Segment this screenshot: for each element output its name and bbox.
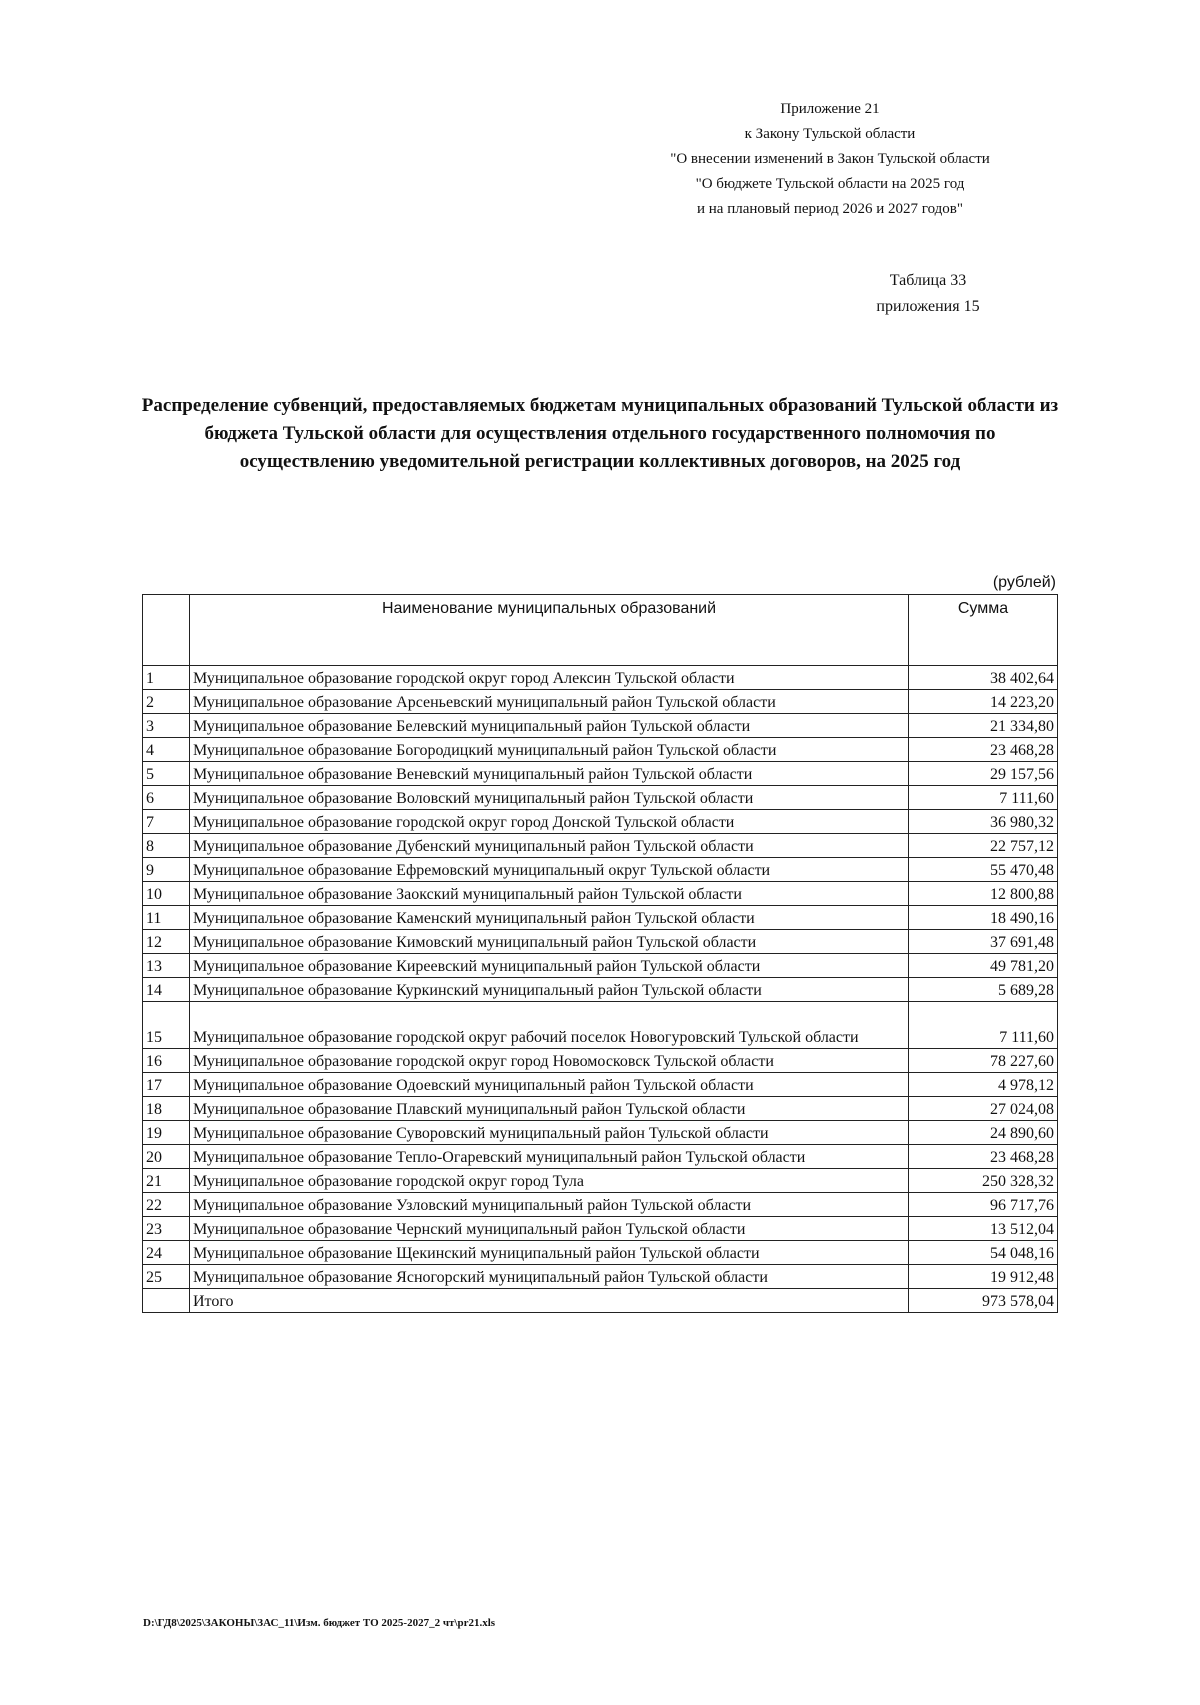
- row-name: Муниципальное образование Кимовский муниципальный район Тульской области: [190, 930, 909, 954]
- table-row: [143, 810, 1058, 834]
- table-row: [143, 858, 1058, 882]
- table-row: [143, 1097, 1058, 1121]
- table-row: [143, 954, 1058, 978]
- row-number: 21: [143, 1169, 190, 1193]
- table-row: [143, 1121, 1058, 1145]
- document-title: Распределение субвенций, предоставляемых бюджетам муниципальных образований Тульской области из бюджета Тульской области для осуществления отдельного государственного полномочия по осуществлению уведомительной регистрации коллективных договоров, на 2025 год: [141, 395, 1059, 472]
- appendix-line: Приложение 21: [780, 101, 880, 117]
- row-name: Муниципальное образование Узловский муниципальный район Тульской области: [190, 1193, 909, 1217]
- row-number: 9: [143, 858, 190, 882]
- row-number: 11: [143, 906, 190, 930]
- total-label: Итого: [190, 1289, 909, 1313]
- row-name: Муниципальное образование Арсеньевский муниципальный район Тульской области: [190, 690, 909, 714]
- row-name: Муниципальное образование Веневский муниципальный район Тульской области: [190, 762, 909, 786]
- table-row: [143, 714, 1058, 738]
- row-name: Муниципальное образование Чернский муниципальный район Тульской области: [190, 1217, 909, 1241]
- row-sum: 78 227,60: [909, 1049, 1058, 1073]
- row-name: Муниципальное образование городской округ город Тула: [190, 1169, 909, 1193]
- row-name: Муниципальное образование Богородицкий муниципальный район Тульской области: [190, 738, 909, 762]
- table-row: [143, 738, 1058, 762]
- table-row: [143, 978, 1058, 1002]
- row-number: 17: [143, 1073, 190, 1097]
- row-number: 8: [143, 834, 190, 858]
- table-total-row: [143, 1289, 1058, 1313]
- row-number: 10: [143, 882, 190, 906]
- row-sum: 21 334,80: [909, 714, 1058, 738]
- table-row: [143, 1241, 1058, 1265]
- appendix-header: [600, 97, 1060, 222]
- row-number: 23: [143, 1217, 190, 1241]
- row-name: Муниципальное образование Суворовский муниципальный район Тульской области: [190, 1121, 909, 1145]
- row-sum: 14 223,20: [909, 690, 1058, 714]
- row-sum: 13 512,04: [909, 1217, 1058, 1241]
- table-reference: [828, 268, 1028, 320]
- table-row: [143, 1002, 1058, 1049]
- row-sum: 38 402,64: [909, 666, 1058, 690]
- row-sum: 27 024,08: [909, 1097, 1058, 1121]
- appendix-reference: приложения 15: [876, 298, 980, 315]
- row-sum: 49 781,20: [909, 954, 1058, 978]
- row-sum: 36 980,32: [909, 810, 1058, 834]
- table-row: [143, 1145, 1058, 1169]
- total-number: [143, 1289, 190, 1313]
- row-sum: 23 468,28: [909, 738, 1058, 762]
- row-sum: 4 978,12: [909, 1073, 1058, 1097]
- header-name: Наименование муниципальных образований: [190, 595, 909, 666]
- row-name: Муниципальное образование городской округ рабочий поселок Новогуровский Тульской области: [190, 1002, 909, 1049]
- table-row: [143, 882, 1058, 906]
- table-row: [143, 1073, 1058, 1097]
- row-sum: 5 689,28: [909, 978, 1058, 1002]
- row-number: 1: [143, 666, 190, 690]
- row-number: 22: [143, 1193, 190, 1217]
- row-number: 19: [143, 1121, 190, 1145]
- row-name: Муниципальное образование городской округ город Алексин Тульской области: [190, 666, 909, 690]
- row-sum: 12 800,88: [909, 882, 1058, 906]
- appendix-line: к Закону Тульской области: [744, 126, 916, 142]
- row-number: 18: [143, 1097, 190, 1121]
- row-sum: 55 470,48: [909, 858, 1058, 882]
- units-label: (рублей): [992, 574, 1056, 591]
- table-row: [143, 1169, 1058, 1193]
- row-name: Муниципальное образование Дубенский муниципальный район Тульской области: [190, 834, 909, 858]
- row-number: 14: [143, 978, 190, 1002]
- row-sum: 96 717,76: [909, 1193, 1058, 1217]
- row-name: Муниципальное образование Воловский муниципальный район Тульской области: [190, 786, 909, 810]
- table-row: [143, 1265, 1058, 1289]
- header-sum: Сумма: [909, 595, 1058, 666]
- table-row: [143, 1217, 1058, 1241]
- table-row: [143, 666, 1058, 690]
- row-name: Муниципальное образование Каменский муниципальный район Тульской области: [190, 906, 909, 930]
- row-sum: 250 328,32: [909, 1169, 1058, 1193]
- table-row: [143, 930, 1058, 954]
- row-name: Муниципальное образование Одоевский муниципальный район Тульской области: [190, 1073, 909, 1097]
- row-number: 24: [143, 1241, 190, 1265]
- row-number: 12: [143, 930, 190, 954]
- row-sum: 7 111,60: [909, 1002, 1058, 1049]
- table-row: [143, 762, 1058, 786]
- table-number: Таблица 33: [889, 272, 967, 289]
- file-path-footer: D:\ГД8\2025\ЗАКОНЫ\ЗАС_11\Изм. бюджет ТО 2025-2027_2 чт\pr21.xls: [143, 1617, 496, 1629]
- row-name: Муниципальное образование городской округ город Новомосковск Тульской области: [190, 1049, 909, 1073]
- row-name: Муниципальное образование Тепло-Огаревский муниципальный район Тульской области: [190, 1145, 909, 1169]
- appendix-line: и на плановый период 2026 и 2027 годов": [697, 201, 963, 217]
- row-sum: 7 111,60: [909, 786, 1058, 810]
- distribution-table: [142, 594, 1058, 1313]
- row-number: 3: [143, 714, 190, 738]
- row-number: 20: [143, 1145, 190, 1169]
- total-sum: 973 578,04: [909, 1289, 1058, 1313]
- row-sum: 24 890,60: [909, 1121, 1058, 1145]
- row-number: 4: [143, 738, 190, 762]
- row-number: 5: [143, 762, 190, 786]
- table-row: [143, 1049, 1058, 1073]
- row-name: Муниципальное образование Плавский муниципальный район Тульской области: [190, 1097, 909, 1121]
- table-row: [143, 786, 1058, 810]
- table-row: [143, 1193, 1058, 1217]
- row-number: 25: [143, 1265, 190, 1289]
- row-name: Муниципальное образование Киреевский муниципальный район Тульской области: [190, 954, 909, 978]
- row-name: Муниципальное образование Заокский муниципальный район Тульской области: [190, 882, 909, 906]
- row-name: Муниципальное образование Куркинский муниципальный район Тульской области: [190, 978, 909, 1002]
- appendix-line: "О внесении изменений в Закон Тульской области: [670, 151, 990, 167]
- row-number: 6: [143, 786, 190, 810]
- row-number: 16: [143, 1049, 190, 1073]
- row-name: Муниципальное образование Ясногорский муниципальный район Тульской области: [190, 1265, 909, 1289]
- row-sum: 22 757,12: [909, 834, 1058, 858]
- appendix-line: "О бюджете Тульской области на 2025 год: [695, 176, 965, 192]
- row-sum: 54 048,16: [909, 1241, 1058, 1265]
- row-sum: 29 157,56: [909, 762, 1058, 786]
- table-row: [143, 690, 1058, 714]
- row-name: Муниципальное образование Белевский муниципальный район Тульской области: [190, 714, 909, 738]
- row-name: Муниципальное образование Щекинский муниципальный район Тульской области: [190, 1241, 909, 1265]
- row-number: 15: [143, 1002, 190, 1049]
- row-sum: 37 691,48: [909, 930, 1058, 954]
- table-row: [143, 906, 1058, 930]
- table-header-row: [143, 595, 1058, 666]
- row-number: 7: [143, 810, 190, 834]
- row-sum: 19 912,48: [909, 1265, 1058, 1289]
- row-name: Муниципальное образование Ефремовский муниципальный округ Тульской области: [190, 858, 909, 882]
- table-row: [143, 834, 1058, 858]
- row-number: 2: [143, 690, 190, 714]
- row-sum: 23 468,28: [909, 1145, 1058, 1169]
- row-name: Муниципальное образование городской округ город Донской Тульской области: [190, 810, 909, 834]
- header-number: [143, 595, 190, 666]
- row-number: 13: [143, 954, 190, 978]
- row-sum: 18 490,16: [909, 906, 1058, 930]
